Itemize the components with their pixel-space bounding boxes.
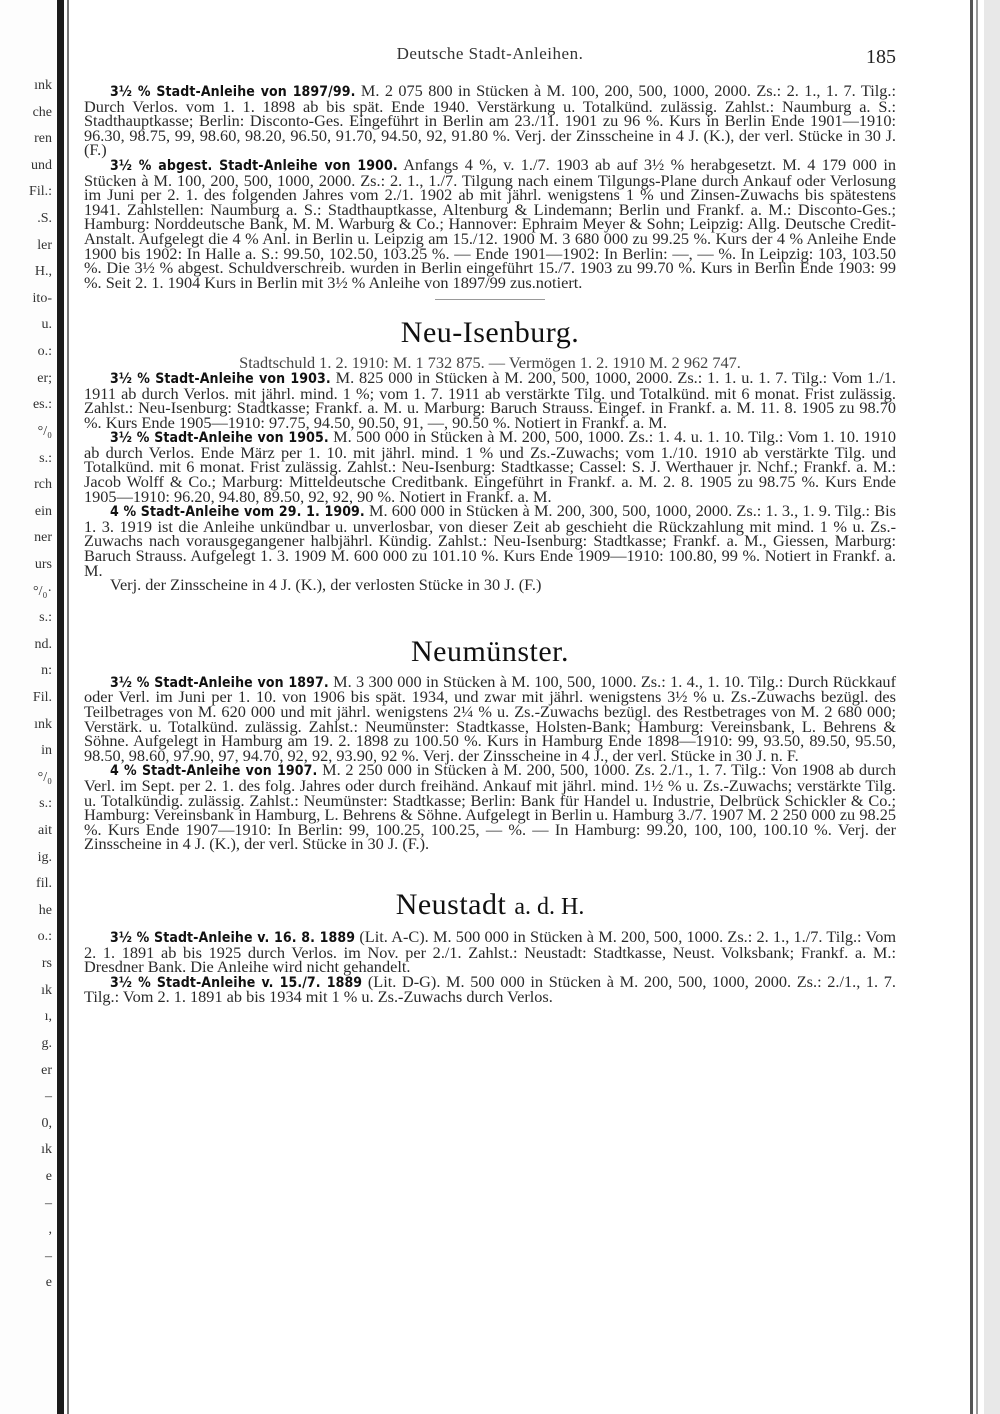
neighbour-page-fragment: er xyxy=(41,1063,52,1078)
neighbour-page-fragment: u. xyxy=(41,317,52,332)
bond-title: 4 % Stadt-Anleihe vom 29. 1. 1909. xyxy=(110,504,365,521)
bond-details: M. 825 000 in Stücken à M. 200, 500, 1000, 2000. Zs.: 1. 1. u. 1. 7. Tilg.: Vom 1./1. 1911 ab durch Verlos. mit jährl. mind. 1 %; vom 1. 7. 1911 ab verstärkte Tilg. und Totalkünd. mit 6 monat. Frist zulässig. Zahlst.: Neu-Isenburg: Stadtkasse; Frankf. a. M. u. Marburg: Baruch Strauss. Eingef. in Frankf. a. M. 11. 8. 1905 zu 98.70 %. Kurs Ende 1905—1910: 97.75, 94.50, 90.50, 91, —, 90.50 %. Notiert in Frankf. a. M. xyxy=(84,367,896,432)
bond-title: 3½ % abgest. Stadt-Anleihe von 1900. xyxy=(110,157,398,174)
neighbour-page-fragments xyxy=(0,0,54,1414)
neighbour-page-strip xyxy=(0,0,56,1414)
bond-entry xyxy=(84,154,896,292)
neighbour-page-fragment: n: xyxy=(41,663,52,678)
binding-line xyxy=(67,0,69,1414)
bond-details: Anfangs 4 %, v. 1./7. 1903 ab auf 3½ % herabgesetzt. M. 4 179 000 in Stücken à M. 100, 200, 500, 1000, 2000. Zs.: 2. 1., 1./7. Tilgung nach einem Tilgungs-Plane durch Ankauf oder Verlosung im Juni per 2. 1. des folgenden Jahres vom 2./1. 1902 ab mit jährl. wenigstens 1 % und Zinsen-Zuwachs bis spätestens 1941. Zahlstellen: Naumburg a. S.: Stadthauptkasse, Altenburg & Lindemann; Berlin und Frankf. a. M.: Disconto-Ges.; Hamburg: Norddeutsche Bank, M. M. Warburg & Co.; Hannover: Ephraim Meyer & Sohn; Leipzig: Allg. Deutsche Credit-Anstalt. Aufgelegt die 4 % Anl. in Berlin u. Leipzig am 15./12. 1900 M. 3 680 000 zu 99.25 %. Kurs der 4 % Anleihe Ende 1900 bis 1902: In Halle a. S.: 99.50, 102.50, 103.25 %. — Ende 1901—1902: In Berlin: —, — %. In Leipzig: 103, 103.50 %. Die 3½ % abgest. Schuldverschreib. wurden in Berlin eingeführt 15./7. 1903 zu 99.70 %. Kurs in Berlin Ende 1903: 99 %. Seit 2. 1. 1904 Kurs in Berlin mit 3½ % Anleihe von 1897/99 zus.notiert. xyxy=(84,154,896,292)
neighbour-page-fragment: ık xyxy=(41,983,52,998)
neighbour-page-fragment: °/₀· xyxy=(32,584,52,599)
neighbour-page-fragment: ık xyxy=(41,1142,52,1157)
town-heading: Neumünster. xyxy=(411,634,569,668)
neighbour-page-fragment: .S. xyxy=(37,211,52,226)
town-heading: Neu-Isenburg. xyxy=(400,316,580,350)
neighbour-page-fragment: 0, xyxy=(41,1116,52,1131)
bond-details: M. 3 300 000 in Stücken à M. 100, 500, 1000. Zs.: 1. 4., 1. 10. Tilg.: Durch Rückkauf oder Verl. im Juni per 1. 10. von 1906 bis spät. 1934, und zwar mit jährl. wenigstens 3½ % u. Zs.-Zuwachs bezügl. des Teilbetrages von M. 620 000 und mit jährl. wenigstens 2¼ % u. Zs.-Zuwachs bezügl. des Restbetrages von M. 2 680 000; Verstärk. u. Totalkünd. zulässig. Zahlst.: Neumünster: Stadtkasse, Holsten-Bank; Hamburg: Vereinsbank, L. Behrens & Söhne. Aufgelegt in Hamburg am 19. 2. 1898 zu 100.50 %. Kurs in Hamburg Ende 1898—1910: 99, 93.50, 89.50, 95.50, 98.50, 98.60, 97.90, 97, 94.70, 92, 92, 93.90, 92 %. Verj. der Zinsscheine in 4 J., der verl. Stücke in 30 J. n. F. xyxy=(84,671,896,765)
neighbour-page-fragment: ınk xyxy=(34,717,52,732)
neighbour-page-fragment: g. xyxy=(41,1036,52,1051)
neighbour-page-fragment: H., xyxy=(34,264,52,279)
neighbour-page-fragment: ı, xyxy=(44,1009,52,1024)
bond-entry xyxy=(84,971,896,1007)
running-title: Deutsche Stadt-Anleihen. xyxy=(396,44,584,63)
bond-title: 3½ % Stadt-Anleihe von 1897/99. xyxy=(110,84,356,100)
neighbour-page-fragment: ait xyxy=(38,823,52,838)
neighbour-page-fragment: fil. xyxy=(36,876,52,891)
neighbour-page-fragment: ner xyxy=(34,530,52,545)
bond-details: M. 2 250 000 in Stücken à M. 200, 500, 1000. Zs. 2./1., 1. 7. Tilg.: Von 1908 ab durch Verl. im Sept. per 2. 1. des folg. Jahres oder durch freihänd. Ankauf mit jährl. mind. 1½ % u. Zs.-Zuwachs; verstärkte Tilg. u. Totalkündig. zulässig. Zahlst.: Neumünster: Stadtkasse; Berlin: Bank für Handel u. Industrie, Delbrück Schickler & Co.; Hamburg: Vereinsbank in Hamburg, L. Behrens & Söhne. Aufgelegt in Berlin u. Hamburg 3./7. 1907 M. 2 250 000 zu 98.25 %. Kurs Ende 1907—1910: In Berlin: 99, 100.25, 100.25, — %. — In Hamburg: 99.20, 100, 100, 100.10 %. Verj. der Zinsscheine in 4 J. (K.), der verl. Stücke in 30 J. (F.). xyxy=(84,760,897,854)
bond-entry xyxy=(84,81,896,160)
neighbour-page-fragment: e xyxy=(45,1169,52,1184)
neighbour-page-fragment: °/₀ xyxy=(37,424,52,439)
bond-details: (Lit. D-G). M. 500 000 in Stücken à M. 200, 500, 1000, 2000. Zs.: 2./1., 1. 7. Tilg.: Vom 2. 1. 1891 ab bis 1934 mit 1 % u. Zs.-Zuwachs durch Verlos. xyxy=(84,971,896,1007)
town-heading-name: Neustadt xyxy=(395,887,507,921)
bond-title: 3½ % Stadt-Anleihe von 1903. xyxy=(110,370,331,387)
page-number: 185 xyxy=(866,46,896,68)
bond-title: 4 % Stadt-Anleihe von 1907. xyxy=(110,763,318,780)
scan-right-margin xyxy=(984,0,1000,1414)
book-page xyxy=(84,0,896,1414)
neighbour-page-fragment: s.: xyxy=(39,796,52,811)
town-heading-suffix: a. d. H. xyxy=(514,893,585,920)
bond-details: M. 500 000 in Stücken à M. 200, 500, 1000. Zs.: 1. 4. u. 1. 10. Tilg.: Vom 1. 10. 1910 ab durch Verlos. Ende März per 1. 10. mit jährl. mind. 1 % und Zs.-Zuwachs; vom 1./10. 1910 ab verstärkte Tilg. und Totalkünd. mit 6 monat. Frist zulässig. Zahlst.: Neu-Isenburg: Stadtkasse; Cassel: S. J. Werthauer jr. Nchf.; Frankf. a. M.: Jacob Wolff & Co.; Marburg: Mitteldeutsche Creditbank. Eingeführt in Frankf. a. M. 2. 8. 1905 zu 98.75 %. Kurs Ende 1905—1910: 96.20, 94.80, 89.50, 92, 92, 90 %. Notiert in Frankf. a. M. xyxy=(84,427,896,506)
bond-entry xyxy=(84,501,896,580)
neighbour-page-fragment: Fil. xyxy=(32,690,52,705)
neighbour-page-fragment: und xyxy=(31,158,52,173)
page-header xyxy=(84,44,896,74)
page-body xyxy=(84,81,897,1007)
neighbour-page-fragment: er; xyxy=(37,371,52,386)
section-neustadt xyxy=(84,888,896,1005)
neighbour-page-fragment: ler xyxy=(37,238,52,253)
neighbour-page-fragment: che xyxy=(32,105,52,120)
section-naumburg-end xyxy=(84,81,896,292)
bond-entry xyxy=(84,427,896,506)
neighbour-page-fragment: rch xyxy=(34,477,52,492)
spacer xyxy=(84,593,896,635)
neighbour-page-fragment: urs xyxy=(34,557,52,572)
neighbour-page-fragment: in xyxy=(41,743,52,758)
neighbour-page-fragment: Fil.: xyxy=(29,184,52,199)
binding-shadow xyxy=(57,0,64,1414)
neighbour-page-fragment: °/₀ xyxy=(37,770,52,785)
bond-title: 3½ % Stadt-Anleihe v. 16. 8. 1889 xyxy=(110,929,356,946)
bond-details: (Lit. A-C). M. 500 000 in Stücken à M. 200, 500, 1000. Zs.: 2. 1., 1./7. Tilg.: Vom 2. 1. 1891 ab bis 1925 durch Verlos. im Nov. per 2./1. Zahlst.: Neustadt: Stadtkasse, Neust. Volksbank; Frankf. a. M.: Dresdner Bank. Die Anleihe wird nicht gehandelt. xyxy=(84,926,896,977)
neighbour-page-fragment: , xyxy=(48,1222,52,1237)
neighbour-page-fragment: ig. xyxy=(37,850,52,865)
neighbour-page-fragment: s.: xyxy=(39,610,52,625)
page-edge-line-2 xyxy=(976,0,978,1414)
neighbour-page-fragment: – xyxy=(45,1089,52,1104)
neighbour-page-fragment: rs xyxy=(41,956,52,971)
neighbour-page-fragment: he xyxy=(38,903,52,918)
neighbour-page-fragment: ren xyxy=(34,131,52,146)
town-heading xyxy=(84,888,896,924)
bond-details: M. 2 075 800 in Stücken à M. 100, 200, 500, 1000, 2000. Zs.: 2. 1., 1. 7. Tilg.: Durch Verlos. vom 1. 1. 1898 ab bis spät. Ende 1940. Verstärkung u. Totalkünd. zulässig. Zahlst.: Naumburg a. S.: Stadthauptkasse; Berlin: Disconto-Ges. Eingeführt in Berlin am 23./11. 1901 zu 96 %. Kurs in Berlin Ende 1901—1910: 96.30, 98.75, 99, 98.60, 98.20, 96.50, 91.70, 94.50, 92, 91.80 %. Verj. der Zinsscheine in 4 J. (K.), der verl. Stücke in 30 J. (F.) xyxy=(84,81,896,160)
neighbour-page-fragment: ito- xyxy=(32,291,52,306)
bond-entry xyxy=(84,926,896,977)
neighbour-page-fragment: ein xyxy=(34,504,52,519)
limitation-note xyxy=(84,575,896,595)
bond-entry xyxy=(84,671,896,765)
bond-title: 3½ % Stadt-Anleihe von 1897. xyxy=(110,674,329,691)
section-neu-isenburg xyxy=(84,316,896,593)
neighbour-page-fragment: o.: xyxy=(37,929,52,944)
bond-entry xyxy=(84,367,896,432)
bond-entry xyxy=(84,760,897,854)
neighbour-page-fragment: ınk xyxy=(34,78,52,93)
spacer xyxy=(84,852,896,888)
bond-details: M. 600 000 in Stücken à M. 200, 300, 500, 1000, 2000. Zs.: 1. 3., 1. 9. Tilg.: Bis 1. 3. 1919 ist die Anleihe unkündbar u. unverlosbar, von dieser Zeit ab geschieht die Rückzahlung mit mind. 1 % u. Zs.-Zuwachs nach vorausgegangener halbjährl. Kündig. Zahlst.: Neu-Isenburg: Stadtkasse; Frankf. a. M., Giessen, Marburg: Baruch Strauss. Aufgelegt 1. 3. 1909 M. 600 000 zu 101.10 %. Kurs Ende 1909—1910: 100.80, 99 %. Notiert in Frankf. a. M. xyxy=(84,501,896,580)
neighbour-page-fragment: – xyxy=(45,1249,52,1264)
neighbour-page-fragment: es.: xyxy=(32,397,52,412)
page-edge-line xyxy=(970,0,973,1414)
neighbour-page-fragment: nd. xyxy=(34,637,52,652)
bond-title: 3½ % Stadt-Anleihe von 1905. xyxy=(110,430,329,447)
bond-title: 3½ % Stadt-Anleihe v. 15./7. 1889 xyxy=(110,974,363,991)
neighbour-page-fragment: s.: xyxy=(39,451,52,466)
limitation-text: Verj. der Zinsscheine in 4 J. (K.), der verlosten Stücke in 30 J. (F.) xyxy=(110,575,542,595)
town-debt-stats: Stadtschuld 1. 2. 1910: M. 1 732 875. — Vermögen 1. 2. 1910 M. 2 962 747. xyxy=(239,353,741,373)
neighbour-page-fragment: e xyxy=(45,1275,52,1290)
neighbour-page-fragment: – xyxy=(45,1196,52,1211)
section-neumuenster xyxy=(84,635,896,852)
section-divider xyxy=(435,299,545,300)
neighbour-page-fragment: o.: xyxy=(37,344,52,359)
